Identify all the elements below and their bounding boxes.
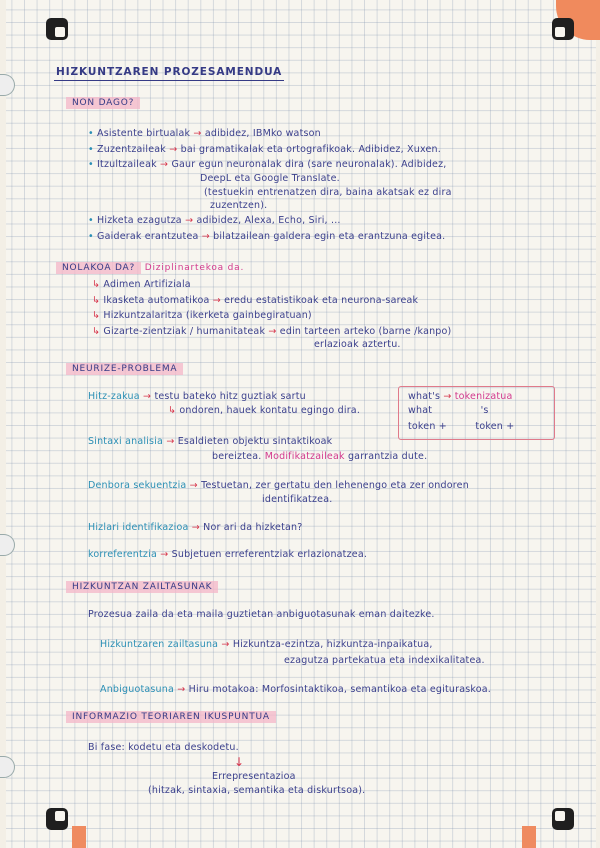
corner-marker-icon <box>552 18 574 40</box>
errepresentazioa-label: Errepresentazioa <box>212 771 296 782</box>
list-item-continuation: DeepL eta Google Translate. <box>200 173 340 184</box>
denbora-line-2: identifikatzea. <box>262 494 333 505</box>
page-tab <box>72 826 86 848</box>
token-row: token + token + <box>408 421 515 432</box>
hitz-zakua-line: Hitz-zakua → testu bateko hitz guztiak sartu <box>88 391 306 402</box>
list-item: • Asistente birtualak → adibidez, IBMko watson <box>88 128 321 139</box>
hizkuntza-zailtasuna-line-2: ezagutza partekatua eta indexikalitatea. <box>284 655 485 666</box>
section-heading-neurize: NEURIZE-PROBLEMA <box>66 363 183 375</box>
anbiguotasuna-line: Anbiguotasuna → Hiru motakoa: Morfosintaktikoa, semantikoa eta egituraskoa. <box>100 684 491 695</box>
list-item-continuation: zuzentzen). <box>210 200 268 211</box>
list-item: • Zuzentzaileak → bai gramatikalak eta ortografikoak. Adibidez, Xuxen. <box>88 144 441 155</box>
hitz-zakua-line-2: ↳ ondoren, hauek kontatu egingo dira. <box>168 405 361 416</box>
section-heading-informazio: INFORMAZIO TEORIAREN IKUSPUNTUA <box>66 711 276 723</box>
list-item: ↳ Ikasketa automatikoa → eredu estatistikoak eta neurona-sareak <box>92 295 419 306</box>
list-item-continuation: erlazioak aztertu. <box>314 339 401 350</box>
section-heading-nolakoa: NOLAKOA DA? Diziplinartekoa da. <box>56 262 244 274</box>
sintaxi-line: Sintaxi analisia → Esaldieten objektu sintaktikoak <box>88 436 333 447</box>
list-item: • Hizketa ezagutza → adibidez, Alexa, Echo, Siri, ... <box>88 215 341 226</box>
list-item: ↳ Gizarte-zientziak / humanitateak → edin tarteen arteko (barne /kanpo) <box>92 326 452 337</box>
list-item: ↳ Hizkuntzalaritza (ikerketa gainbegiratuan) <box>92 310 312 321</box>
token-row: what 's <box>408 405 489 416</box>
list-item: • Gaiderak erantzutea → bilatzailean galdera egin eta erantzuna egitea. <box>88 231 446 242</box>
section-heading-zailtasunak: HIZKUNTZAN ZAILTASUNAK <box>66 581 218 593</box>
errepresentazioa-detail: (hitzak, sintaxia, semantika eta diskurtsoa). <box>148 785 366 796</box>
zailtasunak-intro: Prozesua zaila da eta maila guztietan anbiguotasunak eman daitezke. <box>88 609 435 620</box>
section-heading-non-dago: NON DAGO? <box>66 97 140 109</box>
corner-marker-icon <box>46 808 68 830</box>
denbora-line: Denbora sekuentzia → Testuetan, zer gertatu den lehenengo eta zer ondoren <box>88 480 469 491</box>
list-item: • Itzultzaileak → Gaur egun neuronalak dira (sare neuronalak). Adibidez, <box>88 159 447 170</box>
list-item: ↳ Adimen Artifiziala <box>92 279 191 290</box>
list-item-continuation: (testuekin entrenatzen dira, baina akatsak ez dira <box>204 187 452 198</box>
korreferentzia-line: korreferentzia → Subjetuen erreferentziak erlazionatzea. <box>88 549 368 560</box>
corner-marker-icon <box>552 808 574 830</box>
down-arrow-icon: ↓ <box>234 755 245 769</box>
title-underline <box>54 80 284 81</box>
sintaxi-line-2: bereiztea. Modifikatzaileak garrantzia dute. <box>212 451 428 462</box>
hizlari-line: Hizlari identifikazioa → Nor ari da hizketan? <box>88 522 303 533</box>
token-row: what's → tokenizatua <box>408 391 513 402</box>
bi-fase-line: Bi fase: kodetu eta deskodetu. <box>88 742 239 753</box>
page-title: HIZKUNTZAREN PROZESAMENDUA <box>56 66 283 78</box>
page-tab <box>522 826 536 848</box>
corner-marker-icon <box>46 18 68 40</box>
hizkuntza-zailtasuna-line: Hizkuntzaren zailtasuna → Hizkuntza-ezintza, hizkuntza-inpaikatua, <box>100 639 433 650</box>
